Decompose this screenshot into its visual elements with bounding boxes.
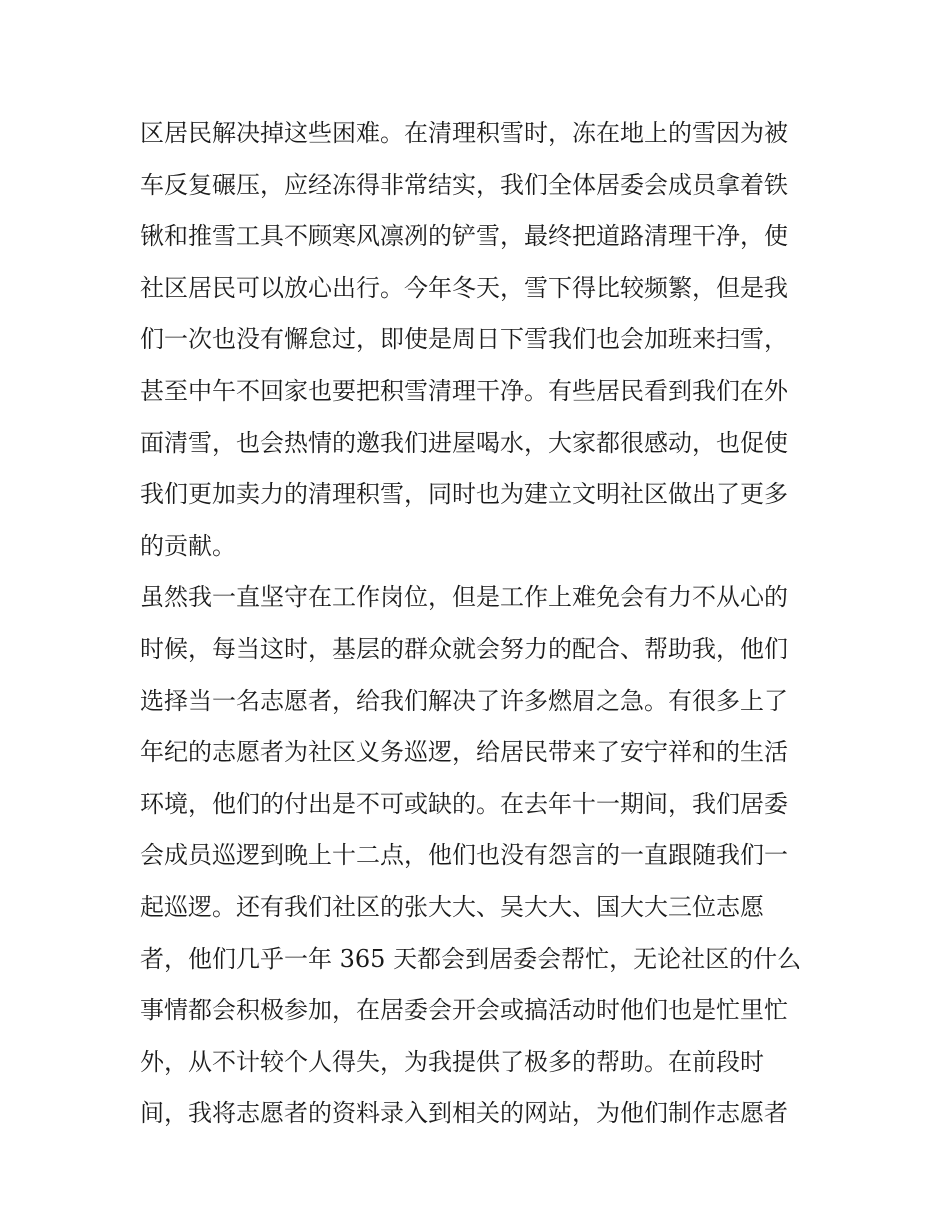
text-line: 们一次也没有懈怠过，即使是周日下雪我们也会加班来扫雪， (140, 325, 788, 354)
text-line: 者，他们几乎一年 365 天都会到居委会帮忙，无论社区的什么 (140, 944, 802, 973)
text-line: 时候，每当这时，基层的群众就会努力的配合、帮助我，他们 (140, 634, 788, 663)
text-line: 社区居民可以放心出行。今年冬天，雪下得比较频繁，但是我 (140, 273, 788, 302)
text-line: 甚至中午不回家也要把积雪清理干净。有些居民看到我们在外 (140, 376, 788, 405)
body-text (140, 108, 820, 1140)
text-line: 环境，他们的付出是不可或缺的。在去年十一期间，我们居委 (140, 789, 788, 818)
text-line: 面清雪，也会热情的邀我们进屋喝水，大家都很感动，也促使 (140, 428, 788, 457)
text-line: 车反复碾压，应经冻得非常结实，我们全体居委会成员拿着铁 (140, 170, 788, 199)
text-line: 年纪的志愿者为社区义务巡逻，给居民带来了安宁祥和的生活 (140, 738, 788, 767)
text-line: 虽然我一直坚守在工作岗位，但是工作上难免会有力不从心的 (140, 583, 788, 612)
text-line: 事情都会积极参加，在居委会开会或搞活动时他们也是忙里忙 (140, 996, 788, 1025)
text-line: 会成员巡逻到晚上十二点，他们也没有怨言的一直跟随我们一 (140, 841, 788, 870)
text-line: 选择当一名志愿者，给我们解决了许多燃眉之急。有很多上了 (140, 686, 788, 715)
text-line: 锹和推雪工具不顾寒风凛冽的铲雪，最终把道路清理干净，使 (140, 222, 788, 251)
text-line: 区居民解决掉这些困难。在清理积雪时，冻在地上的雪因为被 (140, 119, 788, 147)
text-line: 的贡献。 (140, 531, 236, 560)
text-line: 间，我将志愿者的资料录入到相关的网站，为他们制作志愿者 (140, 1099, 788, 1128)
text-line: 外，从不计较个人得失，为我提供了极多的帮助。在前段时 (140, 1047, 764, 1076)
text-line: 我们更加卖力的清理积雪，同时也为建立文明社区做出了更多 (140, 480, 788, 509)
text-line: 起巡逻。还有我们社区的张大大、吴大大、国大大三位志愿 (140, 892, 764, 921)
